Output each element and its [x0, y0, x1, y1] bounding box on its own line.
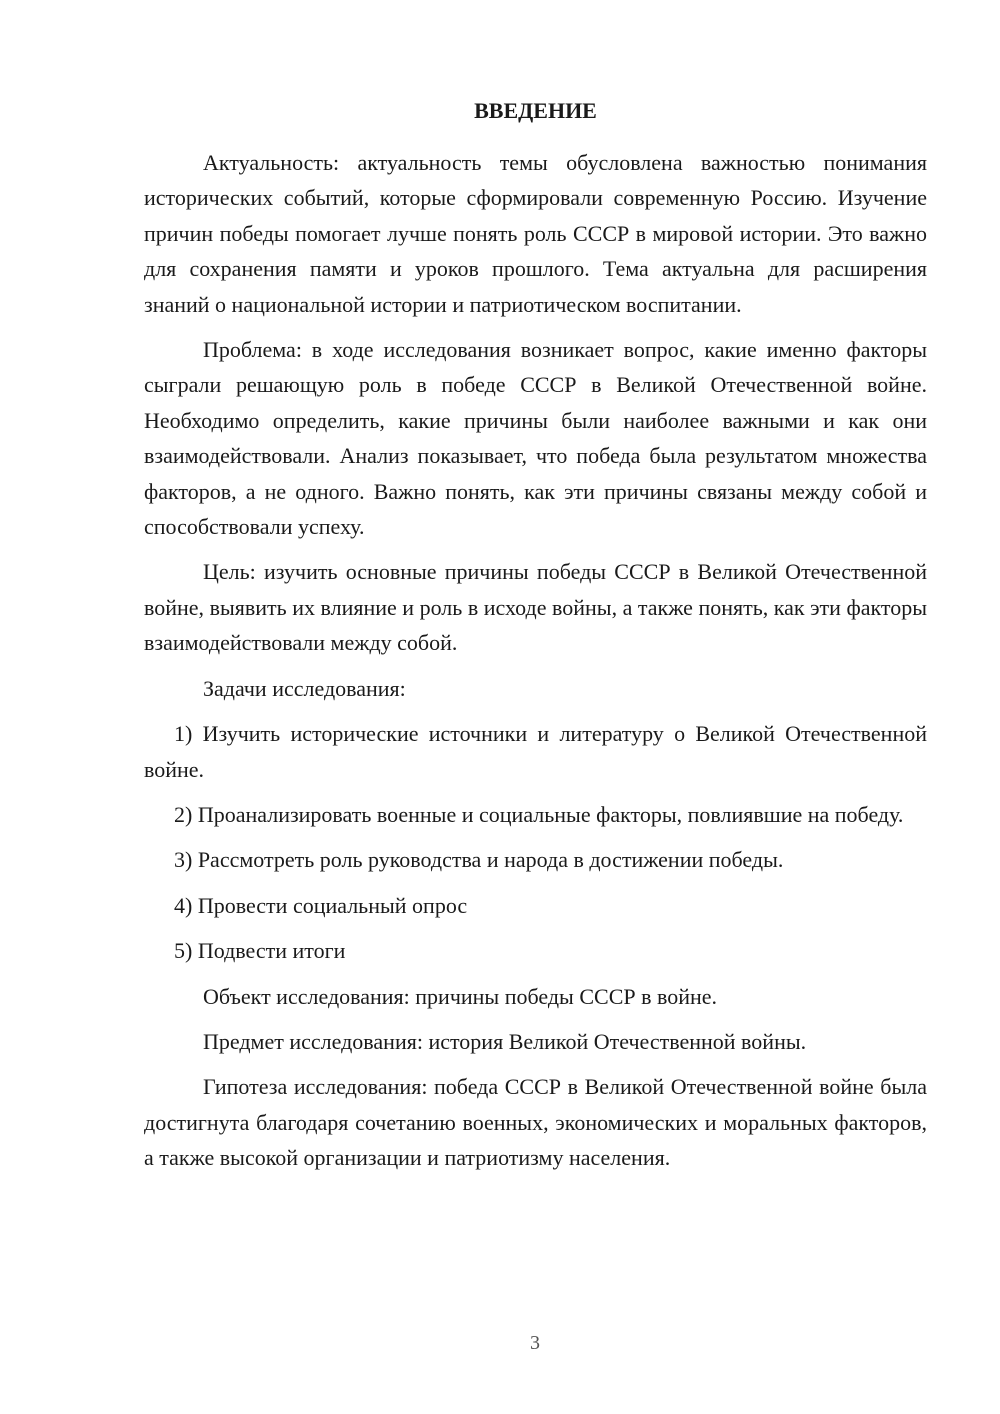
task-item-5: 5) Подвести итоги: [174, 938, 346, 964]
task-item-2: 2) Проанализировать военные и социальные факторы, повлиявшие на победу.: [174, 801, 904, 827]
hypothesis-paragraph: Гипотеза исследования: победа СССР в Великой Отечественной войне была достигнута благодаря сочетанию военных, экономических и моральных факторов, а также высокой организации и патриотизму населения.: [144, 1074, 927, 1171]
problem-paragraph: Проблема: в ходе исследования возникает вопрос, какие именно факторы сыграли решающую роль в победе СССР в Великой Отечественной войне. Необходимо определить, какие причины были наиболее важными и как они взаимодействовали. Анализ показывает, что победа была результатом множества факторов, а не одного. Важно понять, как эти причины связаны между собой и способствовали успеху.: [144, 337, 927, 540]
research-object: Объект исследования: причины победы СССР в войне.: [203, 983, 718, 1009]
section-heading: ВВЕДЕНИЕ: [474, 98, 597, 123]
page-number: 3: [530, 1332, 540, 1354]
tasks-label: Задачи исследования:: [203, 675, 406, 701]
goal-paragraph: Цель: изучить основные причины победы СССР в Великой Отечественной войне, выявить их влияние и роль в исходе войны, а также понять, как эти факторы взаимодействовали между собой.: [144, 559, 927, 656]
task-item-3: 3) Рассмотреть роль руководства и народа в достижении победы.: [174, 847, 784, 873]
task-item-4: 4) Провести социальный опрос: [174, 892, 468, 918]
document-body: [144, 97, 927, 1186]
relevance-paragraph: Актуальность: актуальность темы обусловлена важностью понимания исторических событий, которые сформировали современную Россию. Изучение причин победы помогает лучше понять роль СССР в мировой истории. Это важно для сохранения памяти и уроков прошлого. Тема актуальна для расширения знаний о национальной истории и патриотическом воспитании.: [144, 150, 927, 317]
research-subject: Предмет исследования: история Великой Отечественной войны.: [203, 1028, 807, 1054]
task-item-1: 1) Изучить исторические источники и литературу о Великой Отечественной войне.: [144, 721, 927, 782]
